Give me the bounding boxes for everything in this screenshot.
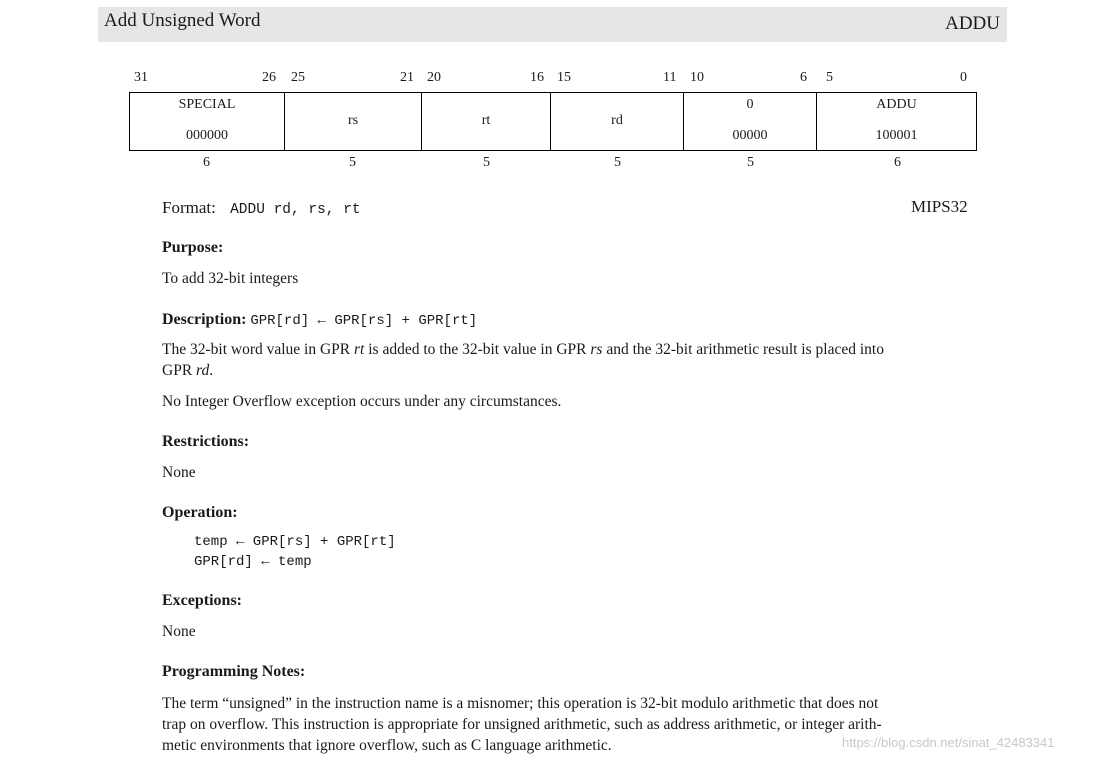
bit-number: 0 [960,70,967,85]
operation-line: temp ← GPR[rs] + GPR[rt] [194,534,396,550]
operand-rt: rt [354,341,365,358]
field-rd [551,93,684,150]
field-width: 6 [894,155,901,170]
bit-number: 31 [134,70,148,85]
description-formula: GPR[rd] ← GPR[rs] + GPR[rt] [250,313,478,329]
purpose-text: To add 32-bit integers [162,270,299,287]
purpose-heading: Purpose: [162,239,224,256]
operation-code [194,532,1044,572]
bit-number: 26 [262,70,276,85]
restrictions-heading: Restrictions: [162,433,250,450]
format-syntax: ADDU rd, rs, rt [230,202,361,218]
instruction-encoding-table [129,92,977,151]
field-name: rs [347,113,359,128]
bit-number: 15 [557,70,571,85]
bit-number: 16 [530,70,544,85]
field-name: rd [611,113,623,128]
watermark: https://blog.csdn.net/sinat_42483341 [842,735,1055,750]
exceptions-text: None [162,623,196,640]
bit-number: 25 [291,70,305,85]
text-run: and the 32-bit arithmetic result is placed into [602,341,884,358]
field-value: 000000 [186,128,228,143]
isa-label: MIPS32 [911,197,968,216]
field-name: ADDU [876,97,917,112]
operand-rs: rs [590,341,603,358]
bit-number: 11 [663,70,677,85]
field-width: 5 [747,155,754,170]
field-width: 5 [483,155,490,170]
bit-number: 20 [427,70,441,85]
text-run: GPR [162,362,197,379]
bit-number: 10 [690,70,704,85]
text-run: The 32-bit word value in GPR [162,341,355,358]
restrictions-text: None [162,464,196,481]
bit-number: 5 [826,70,833,85]
description-line [162,309,1012,332]
notes-line: trap on overflow. This instruction is appropriate for unsigned arithmetic, such as address arithmetic, or integer arith- [162,716,882,733]
programming-notes-heading: Programming Notes: [162,663,306,680]
field-rt [422,93,551,150]
field-special [130,93,285,150]
field-value: 100001 [875,128,918,143]
text-run: . [209,362,214,379]
notes-line: The term “unsigned” in the instruction name is a misnomer; this operation is 32-bit modulo arithmetic that does not [162,695,879,712]
exceptions-heading: Exceptions: [162,592,242,609]
field-name: 0 [746,97,754,112]
instruction-mnemonic: ADDU [945,13,1000,34]
instruction-title: Add Unsigned Word [104,10,261,31]
field-width: 5 [614,155,621,170]
field-name: rt [481,113,491,128]
bit-number: 6 [800,70,807,85]
format-line [162,197,1012,221]
field-function [817,93,976,150]
description-overflow-note: No Integer Overflow exception occurs under any circumstances. [162,393,562,410]
notes-line: metic environments that ignore overflow, such as C language arithmetic. [162,737,612,754]
field-value: 00000 [732,128,768,143]
field-width: 6 [203,155,210,170]
field-rs [285,93,422,150]
operation-heading: Operation: [162,504,238,521]
field-name: SPECIAL [178,97,236,112]
operand-rd: rd [196,362,210,379]
description-heading: Description: [162,311,247,328]
field-width: 5 [349,155,356,170]
bit-number: 21 [400,70,414,85]
operation-line: GPR[rd] ← temp [194,554,312,570]
field-sa [684,93,817,150]
text-run: is added to the 32-bit value in GPR [364,341,591,358]
description-paragraph [162,339,1012,381]
format-label: Format: [162,198,216,217]
instruction-header [98,7,1007,42]
